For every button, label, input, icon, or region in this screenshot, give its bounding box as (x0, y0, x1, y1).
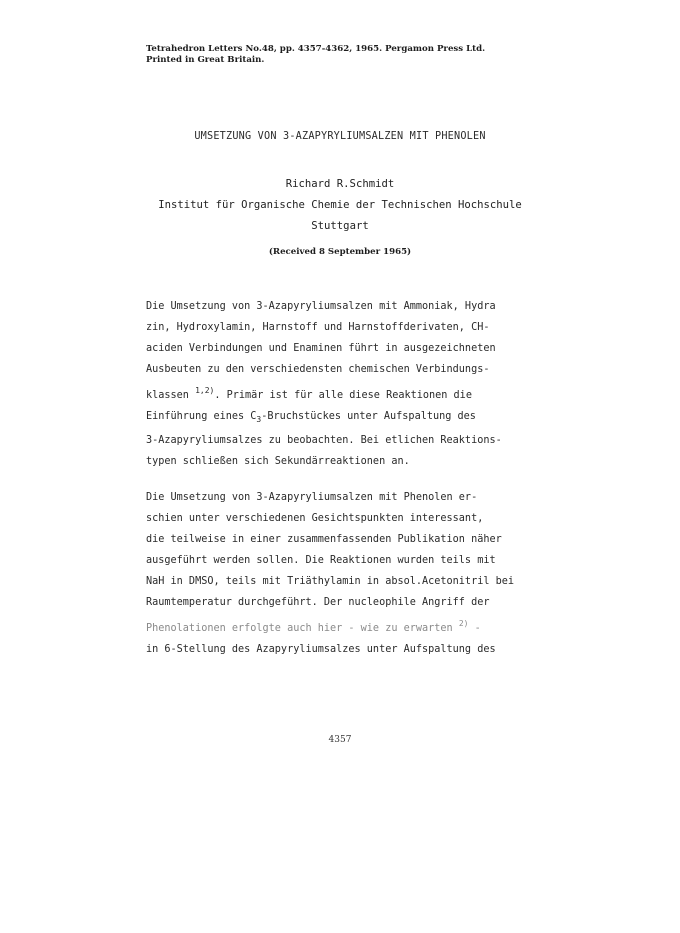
text-line (146, 406, 566, 430)
institute-city: Stuttgart (311, 220, 369, 232)
text-fragment: Phenolationen erfolgte auch hier - wie zu erwarten (146, 623, 459, 634)
text-line: NaH in DMSO, teils mit Triäthylamin in absol.Acetonitril bei (146, 576, 515, 587)
article-title: UMSETZUNG VON 3-AZAPYRYLIUMSALZEN MIT PHENOLEN (194, 131, 486, 142)
text-line (146, 380, 566, 406)
text-line: aciden Verbindungen und Enaminen führt in ausgezeichneten (146, 343, 496, 354)
text-fragment: Einführung eines C (146, 411, 257, 422)
author-block (100, 174, 580, 237)
text-line: 3-Azapyryliumsalzes zu beobachten. Bei etlichen Reaktions- (146, 435, 502, 446)
text-line (146, 613, 566, 639)
citation-superscript: 1,2) (195, 386, 215, 395)
text-line: Die Umsetzung von 3-Azapyryliumsalzen mit Phenolen er- (146, 492, 478, 503)
subscript: 3 (256, 415, 262, 424)
institute-line: Institut für Organische Chemie der Technischen Hochschule (158, 199, 522, 211)
journal-citation (146, 44, 546, 66)
text-line: schien unter verschiedenen Gesichtspunkten interessant, (146, 513, 484, 524)
author-name: Richard R.Schmidt (285, 178, 395, 190)
text-line: Ausbeuten zu den verschiedensten chemischen Verbindungs- (146, 364, 490, 375)
page-number: 4357 (328, 735, 352, 745)
received-date: (Received 8 September 1965) (268, 247, 412, 257)
text-line: typen schließen sich Sekundärreaktionen an. (146, 456, 410, 467)
journal-citation-line: Tetrahedron Letters No.48, pp. 4357-4362, 1965. Pergamon Press Ltd. (146, 44, 486, 54)
text-fragment: klassen (146, 390, 196, 401)
printed-in-line: Printed in Great Britain. (146, 55, 265, 65)
text-line: Die Umsetzung von 3-Azapyryliumsalzen mit Ammoniak, Hydra (146, 301, 496, 312)
text-line: Raumtemperatur durchgeführt. Der nucleophile Angriff der (146, 597, 490, 608)
text-line: in 6-Stellung des Azapyryliumsalzes unter Aufspaltung des (146, 644, 496, 655)
citation-superscript: 2) (458, 619, 469, 628)
paragraph-1 (146, 296, 566, 472)
text-line: ausgeführt werden sollen. Die Reaktionen wurden teils mit (146, 555, 496, 566)
text-line: die teilweise in einer zusammenfassenden Publikation näher (146, 534, 502, 545)
text-line: zin, Hydroxylamin, Harnstoff und Harnstoffderivaten, CH- (146, 322, 490, 333)
text-fragment: -Bruchstückes unter Aufspaltung des (261, 411, 476, 422)
text-fragment: - (468, 623, 481, 634)
paragraph-2 (146, 487, 566, 660)
text-fragment: . Primär ist für alle diese Reaktionen die (214, 390, 472, 401)
